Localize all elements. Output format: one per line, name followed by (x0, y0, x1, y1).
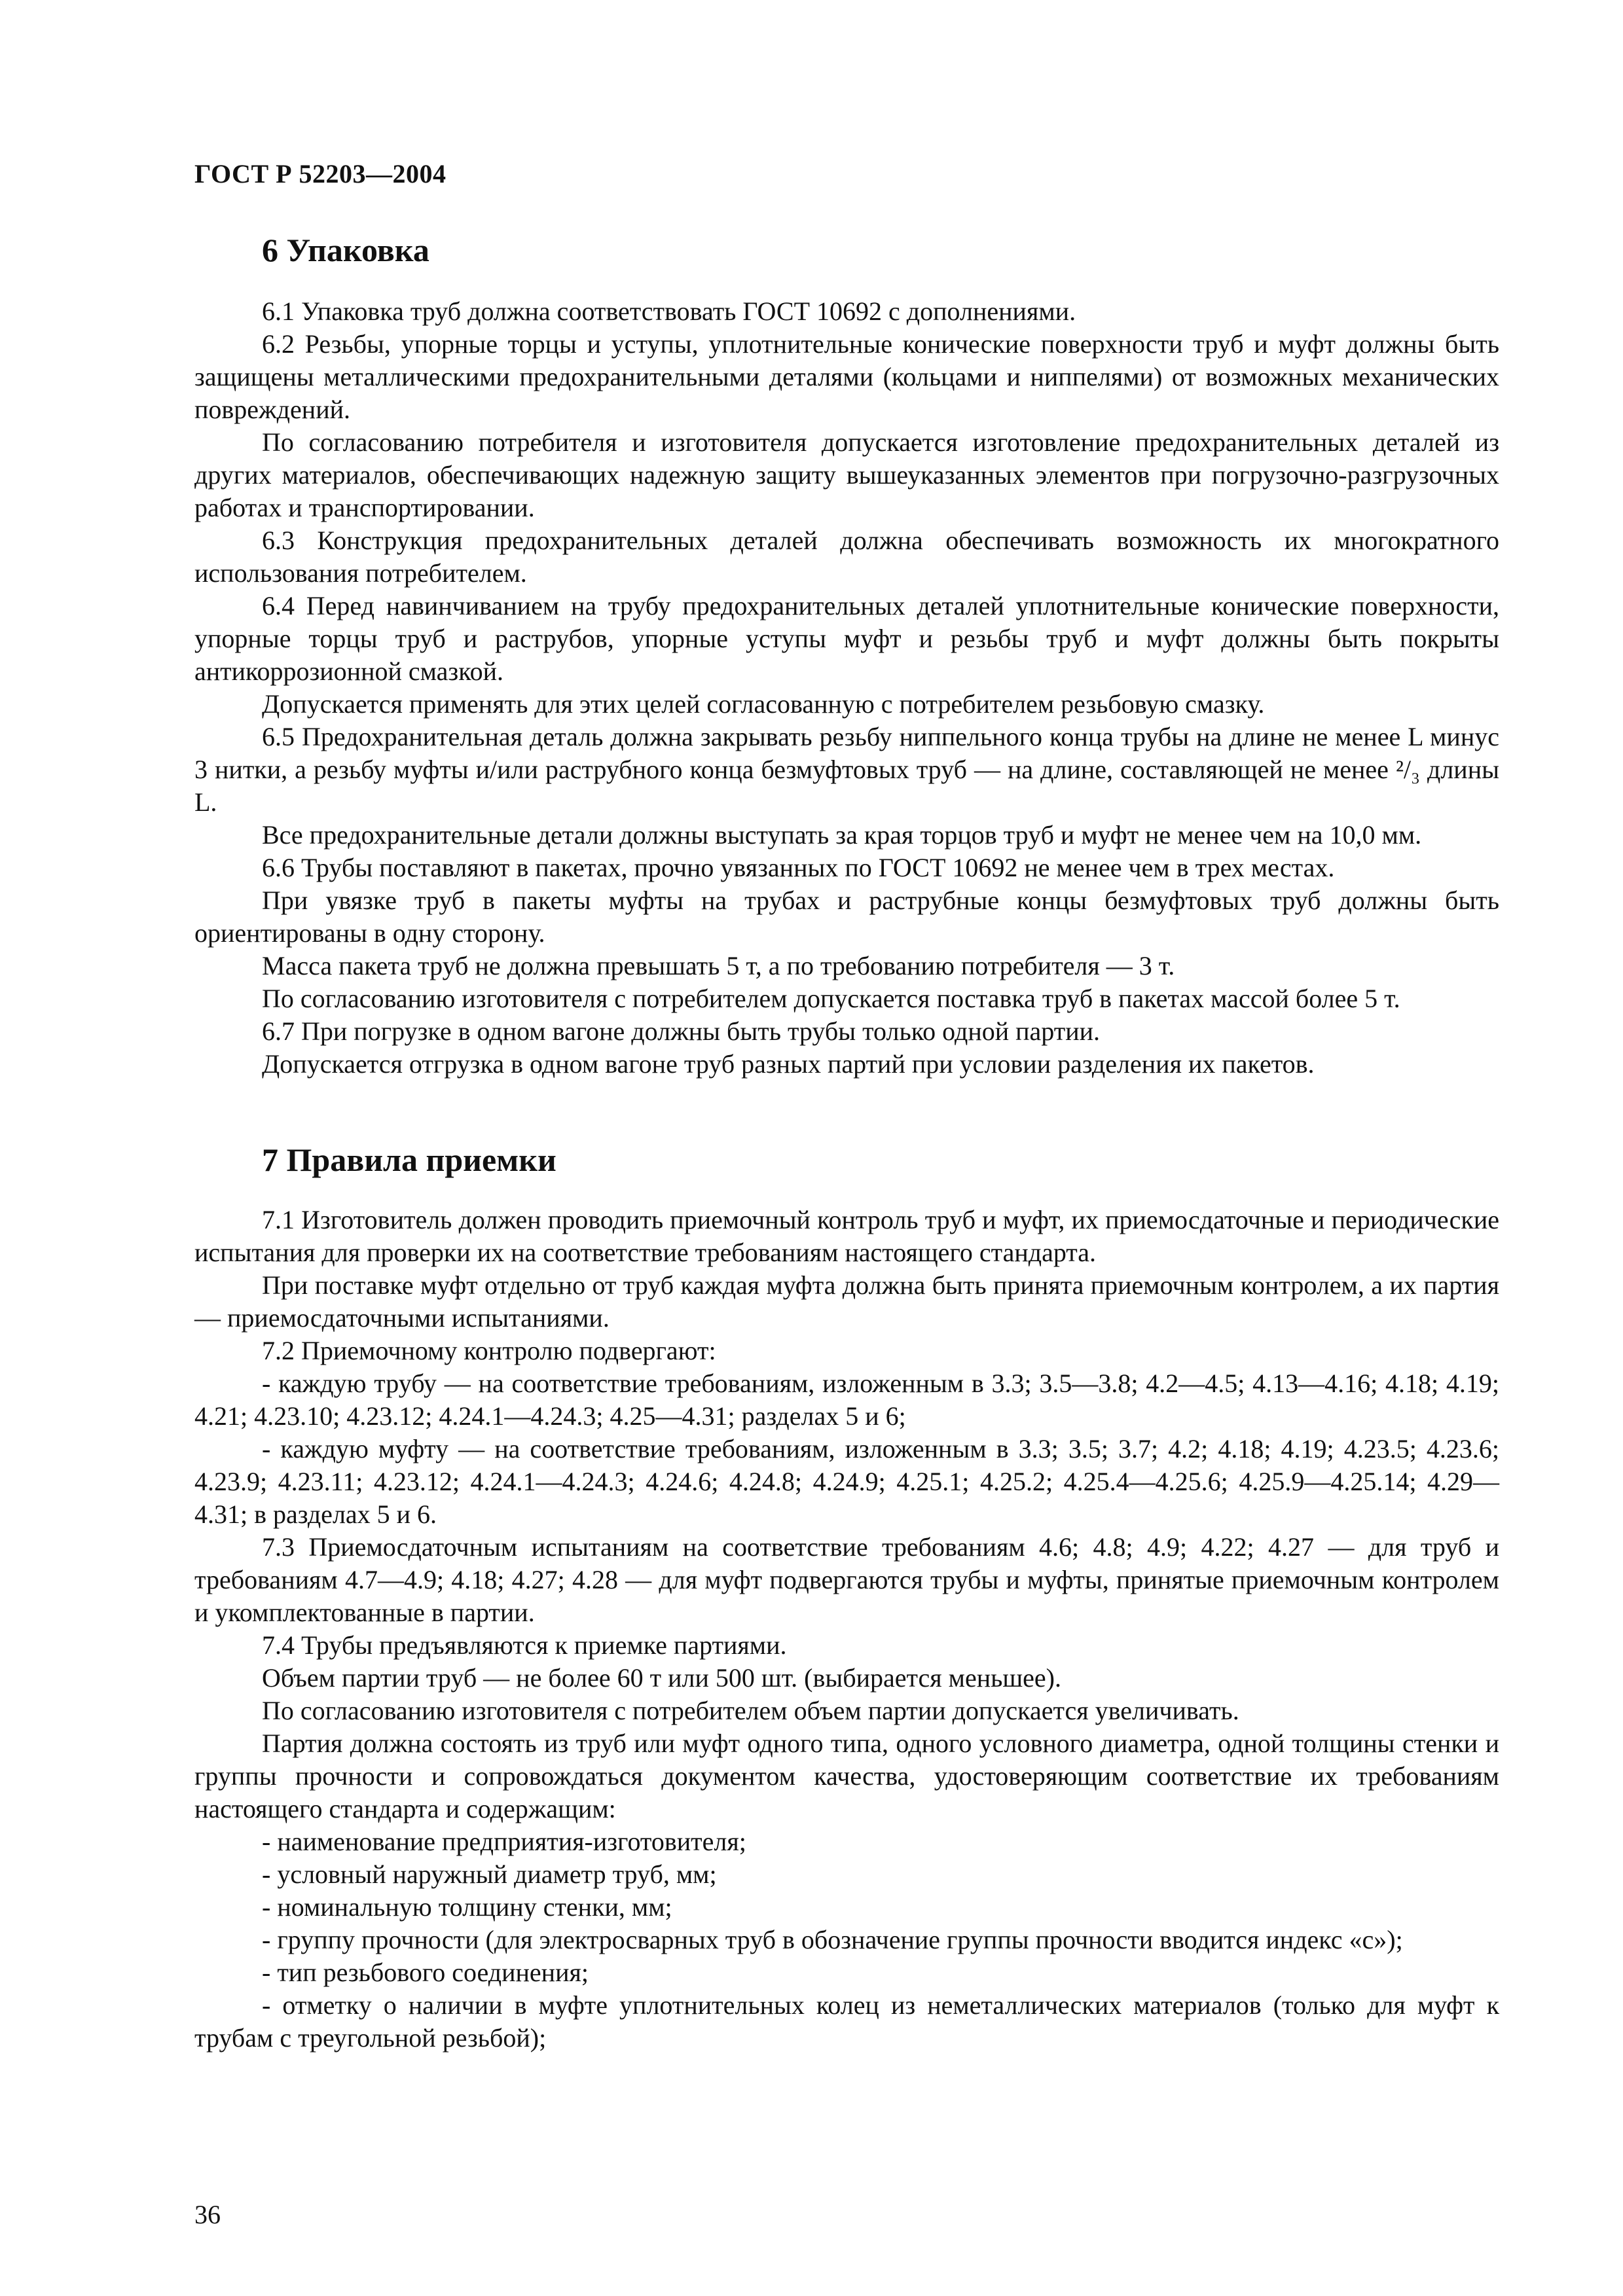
paragraph: 7.2 Приемочному контролю подвергают: (262, 1336, 716, 1365)
paragraph: При увязке труб в пакеты муфты на трубах и раструбные концы безмуфтовых труб должны быть ориентированы в одну сторону. (194, 886, 1499, 948)
list-item: - номинальную толщину стенки, мм; (262, 1892, 672, 1922)
paragraph: При поставке муфт отдельно от труб каждая муфта должна быть принята приемочным контролем, а их партия — приемосдаточными испытаниями. (194, 1270, 1499, 1333)
list-item: - группу прочности (для электросварных труб в обозначение группы прочности вводится индекс «с»); (262, 1925, 1403, 1954)
list-item: - каждую муфту — на соответствие требованиям, изложенным в 3.3; 3.5; 3.7; 4.2; 4.18; 4.19; 4.23.5; 4.23.6; 4.23.9; 4.23.11; 4.23.12; 4.24.1—4.24.3; 4.24.6; 4.24.8; 4.24.9; 4.25.1; 4.25.2; 4.25.4—4.25.6; 4.25.9—4.25.14; 4.29—4.31; в разделах 5 и 6. (194, 1434, 1499, 1529)
paragraph: 7.4 Трубы предъявляются к приемке партиями. (262, 1630, 787, 1660)
paragraph: 6.6 Трубы поставляют в пакетах, прочно увязанных по ГОСТ 10692 не менее чем в трех местах. (262, 853, 1335, 882)
paragraph: 6.1 Упаковка труб должна соответствовать ГОСТ 10692 с дополнениями. (262, 296, 1076, 326)
paragraph: Партия должна состоять из труб или муфт одного типа, одного условного диаметра, одной толщины стенки и группы прочности и сопровождаться документом качества, удостоверяющим соответствие их требованиям настоящего стандарта и содержащим: (194, 1729, 1499, 1823)
paragraph: 6.7 При погрузке в одном вагоне должны быть трубы только одной партии. (262, 1016, 1101, 1046)
list-item: - каждую трубу — на соответствие требованиям, изложенным в 3.3; 3.5—3.8; 4.2—4.5; 4.13—4.16; 4.18; 4.19; 4.21; 4.23.10; 4.23.12; 4.24.1—4.24.3; 4.25—4.31; разделах 5 и 6; (194, 1369, 1499, 1431)
paragraph: 7.1 Изготовитель должен проводить приемочный контроль труб и муфт, их приемосдаточные и периодические испытания для проверки их на соответствие требованиям настоящего стандарта. (194, 1205, 1499, 1267)
section-7-body (194, 1204, 1499, 2054)
section-7-title: 7 Правила приемки (262, 1141, 556, 1178)
paragraph: 6.3 Конструкция предохранительных деталей должна обеспечивать возможность их многократного использования потребителем. (194, 526, 1499, 588)
paragraph: 6.2 Резьбы, упорные торцы и уступы, уплотнительные конические поверхности труб и муфт должны быть защищены металлическими предохранительными деталями (кольцами и ниппелями) от возможных механических повреждений. (194, 329, 1499, 424)
paragraph: Все предохранительные детали должны выступать за края торцов труб и муфт не менее чем на 10,0 мм. (262, 820, 1422, 850)
paragraph: 6.4 Перед навинчиванием на трубу предохранительных деталей уплотнительные конические поверхности, упорные торцы труб и раструбов, упорные уступы муфт и резьбы труб и муфт должны быть покрыты антикоррозионной смазкой. (194, 591, 1499, 686)
page-number: 36 (194, 2200, 221, 2229)
list-item: - условный наружный диаметр труб, мм; (262, 1859, 717, 1889)
list-item: - тип резьбового соединения; (262, 1958, 589, 1987)
paragraph: По согласованию изготовителя с потребителем допускается поставка труб в пакетах массой более 5 т. (262, 984, 1400, 1013)
list-item: - отметку о наличии в муфте уплотнительных колец из неметаллических материалов (только для муфт к трубам с треугольной резьбой); (194, 1990, 1499, 2053)
paragraph: Допускается применять для этих целей согласованную с потребителем резьбовую смазку. (262, 689, 1265, 719)
paragraph: Допускается отгрузка в одном вагоне труб разных партий при условии разделения их пакетов. (262, 1049, 1315, 1079)
paragraph: Масса пакета труб не должна превышать 5 т, а по требованию потребителя — 3 т. (262, 951, 1175, 980)
paragraph: Объем партии труб — не более 60 т или 500 шт. (выбирается меньшее). (262, 1663, 1061, 1693)
paragraph: 7.3 Приемосдаточным испытаниям на соответствие требованиям 4.6; 4.8; 4.9; 4.22; 4.27 — для труб и требованиям 4.7—4.9; 4.18; 4.27; 4.28 — для муфт подвергаются трубы и муфты, принятые приемочным контролем и укомплектованные в партии. (194, 1532, 1499, 1627)
list-item: - наименование предприятия-изготовителя; (262, 1827, 746, 1856)
section-6-title: 6 Упаковка (262, 232, 429, 268)
paragraph: По согласованию изготовителя с потребителем объем партии допускается увеличивать. (262, 1696, 1239, 1725)
paragraph: По согласованию потребителя и изготовителя допускается изготовление предохранительных деталей из других материалов, обеспечивающих надежную защиту вышеуказанных элементов при погрузочно-разгрузочных работах и транспортировании. (194, 427, 1499, 522)
paragraph: 6.5 Предохранительная деталь должна закрывать резьбу ниппельного конца трубы на длине не менее L минус 3 нитки, а резьбу муфты и/или раструбного конца безмуфтовых труб — на длине, составляющей не менее ²/₃ длины L. (194, 722, 1499, 817)
document-header: ГОСТ Р 52203—2004 (194, 159, 447, 188)
section-6-body (194, 295, 1499, 1081)
